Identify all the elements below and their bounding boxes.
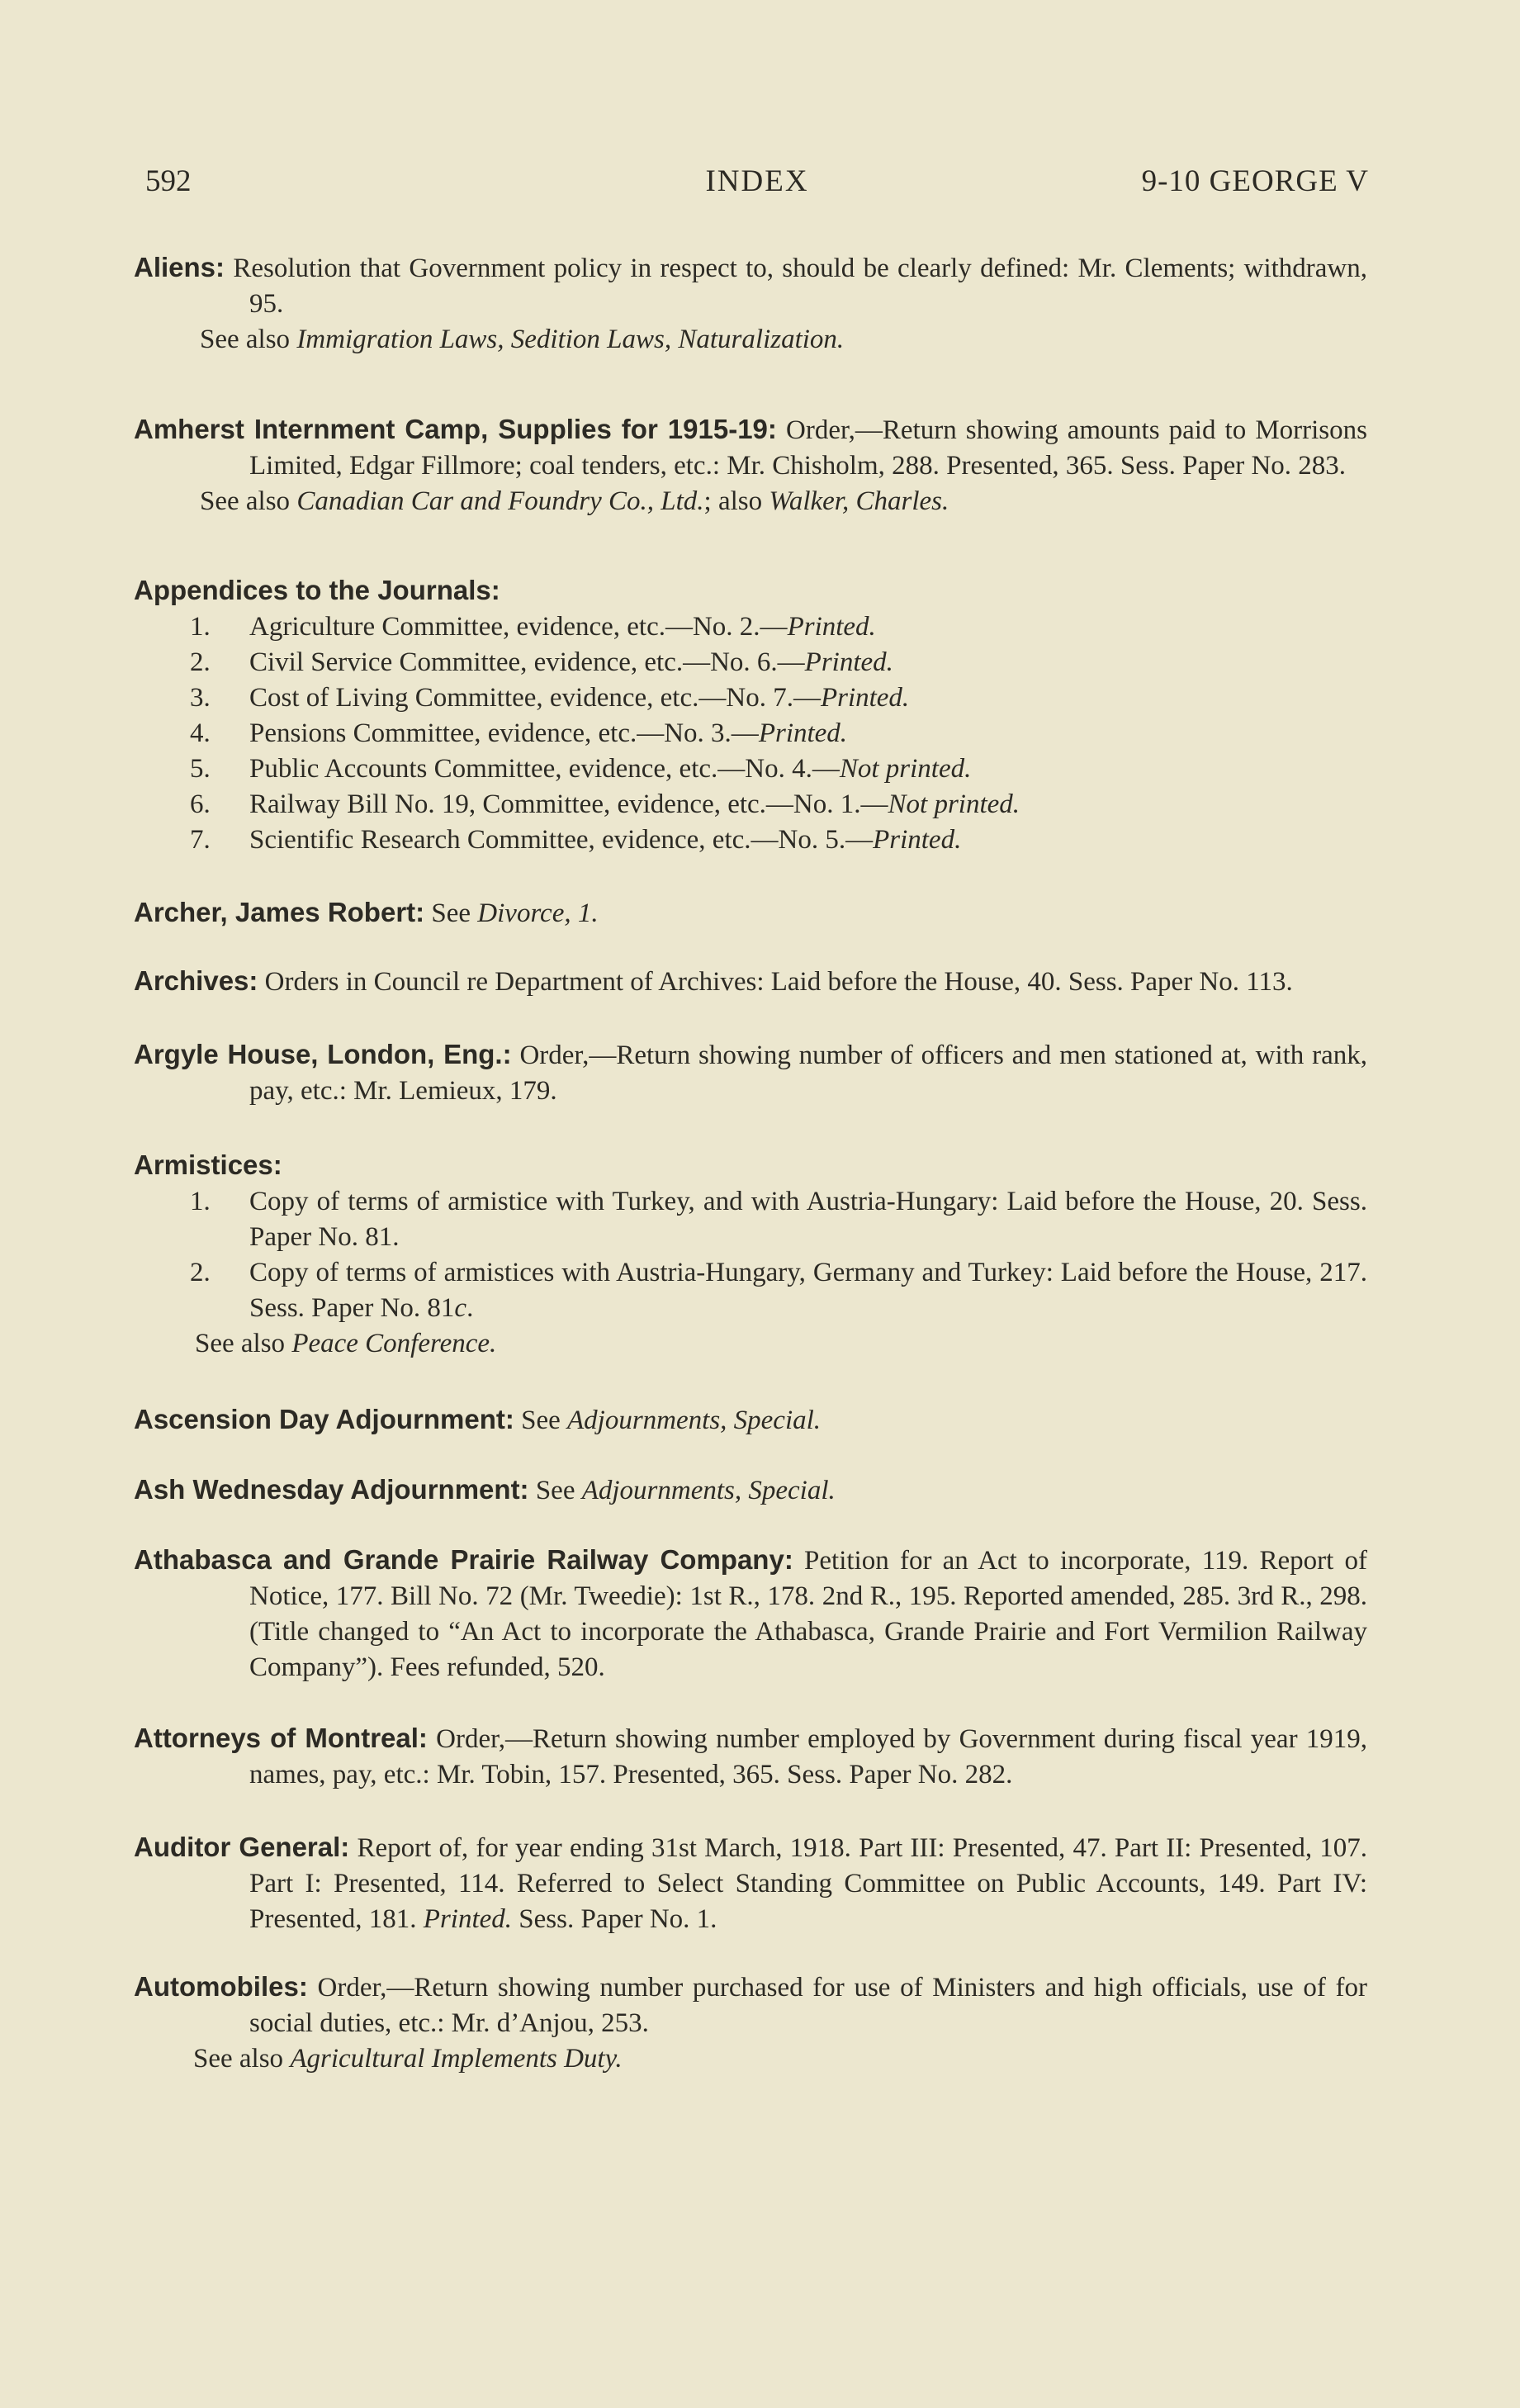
list-item: 1. Copy of terms of armistice with Turkey, and with Austria-Hungary: Laid before the House, 20. Sess. Paper No. 81. xyxy=(190,1187,1367,1252)
index-entry-appendices xyxy=(134,572,1367,858)
entry-text: Order,—Return showing amounts paid to Morrisons Limited, Edgar Fillmore; coal tenders, etc.: Mr. Chisholm, 288. Presented, 365. Sess. Paper No. 283. xyxy=(249,415,1367,481)
index-entry-armistices xyxy=(134,1147,1367,1362)
index-body xyxy=(134,249,1367,2077)
entry-heading: Armistices: xyxy=(134,1149,282,1180)
cross-reference: Agricultural Implements Duty. xyxy=(290,2044,623,2074)
cross-reference: Immigration Laws, Sedition Laws, Naturalization. xyxy=(296,325,845,354)
armistices-list xyxy=(134,1184,1367,1326)
entry-text: Order,—Return showing number purchased for use of Ministers and high officials, use of for social duties, etc.: Mr. d’Anjou, 253. xyxy=(249,1973,1367,2038)
index-entry-attorneys-of-montreal xyxy=(134,1720,1367,1793)
entry-heading: Appendices to the Journals: xyxy=(134,575,500,605)
entry-heading: Argyle House, London, Eng.: xyxy=(134,1039,512,1069)
list-item: 2. Copy of terms of armistices with Austria-Hungary, Germany and Turkey: Laid before the House, 217. Sess. Paper No. 81c. xyxy=(190,1258,1367,1323)
entry-heading: Archives: xyxy=(134,965,258,996)
entry-heading: Automobiles: xyxy=(134,1971,308,2002)
page-number: 592 xyxy=(145,164,192,198)
see-also: See also Canadian Car and Foundry Co., Ltd.; also Walker, Charles. xyxy=(200,486,949,516)
session-label: 9-10 GEORGE V xyxy=(1141,164,1369,198)
cross-reference: Walker, Charles. xyxy=(769,486,949,516)
see-also: See also Peace Conference. xyxy=(195,1329,497,1358)
entry-text: Petition for an Act to incorporate, 119. Report of Notice, 177. Bill No. 72 (Mr. Tweedie): 1st R., 178. 2nd R., 195. Reported amended, 285. 3rd R., 298. (Title changed to “An Act to incorporate the Athabasca, Grande Prairie and Fort Vermilion Railway Company”). Fees refunded, 520. xyxy=(249,1546,1367,1682)
index-entry-aliens xyxy=(134,249,1367,358)
cross-reference: Divorce, 1. xyxy=(477,898,599,928)
cross-reference: Canadian Car and Foundry Co., Ltd. xyxy=(296,486,704,516)
entry-heading: Amherst Internment Camp, Supplies for 1915-19: xyxy=(134,414,777,444)
entry-heading: Auditor General: xyxy=(134,1832,350,1862)
running-header xyxy=(145,164,1369,205)
list-item: 7. Scientific Research Committee, evidence, etc.—No. 5.—Printed. xyxy=(190,825,962,855)
list-item: 4. Pensions Committee, evidence, etc.—No. 3.—Printed. xyxy=(190,718,848,748)
entry-text: Orders in Council re Department of Archives: Laid before the House, 40. Sess. Paper No. 113. xyxy=(264,967,1293,997)
entry-heading: Archer, James Robert: xyxy=(134,897,425,927)
index-entry-archer: Archer, James Robert: See Divorce, 1. xyxy=(134,897,599,928)
index-entry-argyle-house xyxy=(134,1036,1367,1109)
list-item: 3. Cost of Living Committee, evidence, etc.—No. 7.—Printed. xyxy=(190,683,910,713)
index-entry-automobiles xyxy=(134,1969,1367,2077)
index-entry-ash-wednesday: Ash Wednesday Adjournment: See Adjournments, Special. xyxy=(134,1474,836,1505)
entry-text: Resolution that Government policy in respect to, should be clearly defined: Mr. Clements; withdrawn, 95. xyxy=(233,254,1368,319)
entry-text: Order,—Return showing number employed by Government during fiscal year 1919, names, pay, etc.: Mr. Tobin, 157. Presented, 365. Sess. Paper No. 282. xyxy=(249,1724,1368,1789)
entry-text: Order,—Return showing number of officers and men stationed at, with rank, pay, etc.: Mr. Lemieux, 179. xyxy=(249,1040,1368,1106)
appendices-list xyxy=(134,609,1367,858)
cross-reference: Peace Conference. xyxy=(291,1329,497,1358)
page-title: INDEX xyxy=(705,164,809,198)
index-entry-amherst-internment-camp xyxy=(134,411,1367,519)
cross-reference: Adjournments, Special. xyxy=(581,1476,836,1505)
index-entry-auditor-general: Auditor General: Report of, for year ending 31st March, 1918. Part III: Presented, 47. Part II: Presented, 107. Part I: Presented, 114. Referred to Select Standing Committee on Public Accounts, 149. Part IV: Presented, 181. Printed. Sess. Paper No. 1. xyxy=(134,1832,1367,1934)
list-item: 1. Agriculture Committee, evidence, etc.—No. 2.—Printed. xyxy=(190,612,876,642)
list-item: 2. Civil Service Committee, evidence, etc.—No. 6.—Printed. xyxy=(190,647,893,677)
index-entry-athabasca-railway xyxy=(134,1542,1367,1685)
entry-heading: Attorneys of Montreal: xyxy=(134,1723,428,1753)
cross-reference: Adjournments, Special. xyxy=(567,1405,822,1435)
entry-heading: Aliens: xyxy=(134,252,225,282)
index-entry-ascension-day: Ascension Day Adjournment: See Adjournments, Special. xyxy=(134,1404,822,1435)
entry-heading: Ascension Day Adjournment: xyxy=(134,1404,514,1434)
see-also: See also Agricultural Implements Duty. xyxy=(193,2044,623,2074)
entry-heading: Athabasca and Grande Prairie Railway Company: xyxy=(134,1544,793,1575)
list-item: 6. Railway Bill No. 19, Committee, evidence, etc.—No. 1.—Not printed. xyxy=(190,789,1020,819)
see-also: See also Immigration Laws, Sedition Laws, Naturalization. xyxy=(200,325,845,354)
list-item: 5. Public Accounts Committee, evidence, etc.—No. 4.—Not printed. xyxy=(190,754,972,784)
index-entry-archives xyxy=(134,963,1367,1000)
entry-text: Report of, for year ending 31st March, 1918. Part III: Presented, 47. Part II: Presented, 107. Part I: Presented, 114. Referred to Select Standing Committee on Public Accounts, 149. Part IV: Presented, 181. xyxy=(249,1833,1367,1934)
entry-heading: Ash Wednesday Adjournment: xyxy=(134,1474,529,1505)
